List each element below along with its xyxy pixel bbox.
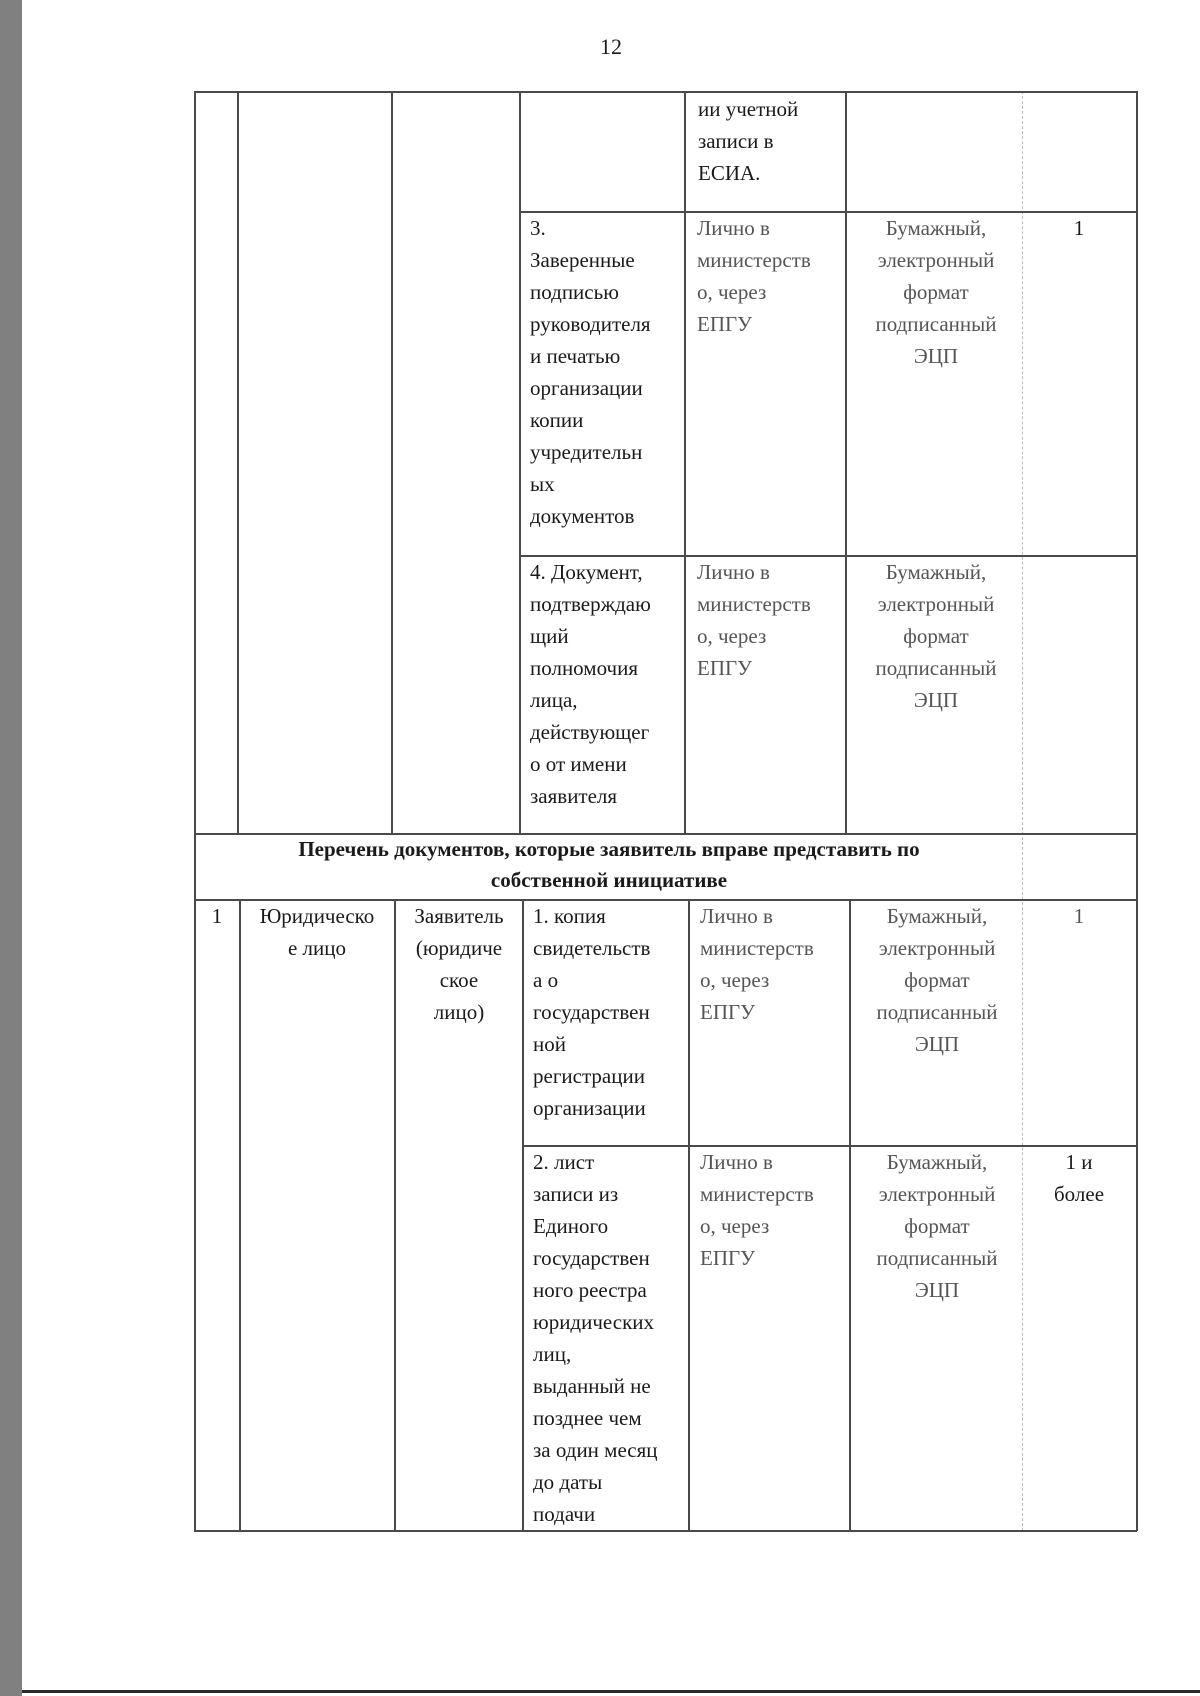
col-line-3a	[519, 91, 521, 833]
viewer-left-margin	[0, 0, 22, 1696]
method-cell-item-4: Лично в министерств о, через ЕПГУ	[697, 560, 811, 680]
format-cell-item-4: Бумажный, электронный формат подписанный ЭЦП	[875, 560, 997, 712]
col-line-5a	[845, 91, 847, 833]
count-cell-item-1: 1	[1073, 904, 1085, 928]
table-border-bottom	[194, 1530, 1137, 1532]
col-line-1a	[237, 91, 239, 833]
section-heading: Перечень документов, которые заявитель вправе представить по собственной инициативе	[298, 837, 920, 892]
number-cell: 1	[211, 904, 223, 928]
table-border-right	[1136, 91, 1138, 1531]
doc-cell-item-3: 3. Заверенные подписью руководителя и печатью организации копии учредительн ых документов	[530, 216, 651, 528]
count-cell-item-2: 1 и более	[1053, 1150, 1105, 1206]
col-line-2a	[391, 91, 393, 833]
page-number: 12	[600, 34, 622, 59]
method-cell-item-1: Лично в министерств о, через ЕПГУ	[700, 904, 814, 1024]
table-border-top	[194, 91, 1137, 93]
col-line-1b	[239, 899, 241, 1531]
method-cell-item-3: Лично в министерств о, через ЕПГУ	[697, 216, 811, 336]
format-cell-item-3: Бумажный, электронный формат подписанный ЭЦП	[875, 216, 997, 368]
page-bottom-edge	[22, 1690, 1200, 1693]
col-line-6-faint	[1022, 91, 1023, 1531]
doc-cell-item-1: 1. копия свидетельств а о государствен ной регистрации организации	[533, 904, 651, 1120]
col-line-3b	[522, 899, 524, 1531]
doc-cell-item-4: 4. Документ, подтверждаю щий полномочия лица, действующег о от имени заявителя	[530, 560, 651, 808]
table-border-left	[194, 91, 196, 1531]
col-line-4a	[684, 91, 686, 833]
doc-cell-continuation: ии учетной записи в ЕСИА.	[698, 97, 799, 185]
col-line-4b	[688, 899, 690, 1531]
doc-cell-item-2: 2. лист записи из Единого государствен ного реестра юридических лиц, выданный не позднее чем за один месяц до даты подачи	[533, 1150, 658, 1526]
applicant-cell: Заявитель (юридиче ское лицо)	[414, 904, 504, 1024]
format-cell-item-2: Бумажный, электронный формат подписанный ЭЦП	[876, 1150, 998, 1302]
category-cell: Юридическо е лицо	[259, 904, 375, 960]
method-cell-item-2: Лично в министерств о, через ЕПГУ	[700, 1150, 814, 1270]
format-cell-item-1: Бумажный, электронный формат подписанный ЭЦП	[876, 904, 998, 1056]
count-cell-item-3: 1	[1073, 216, 1085, 240]
